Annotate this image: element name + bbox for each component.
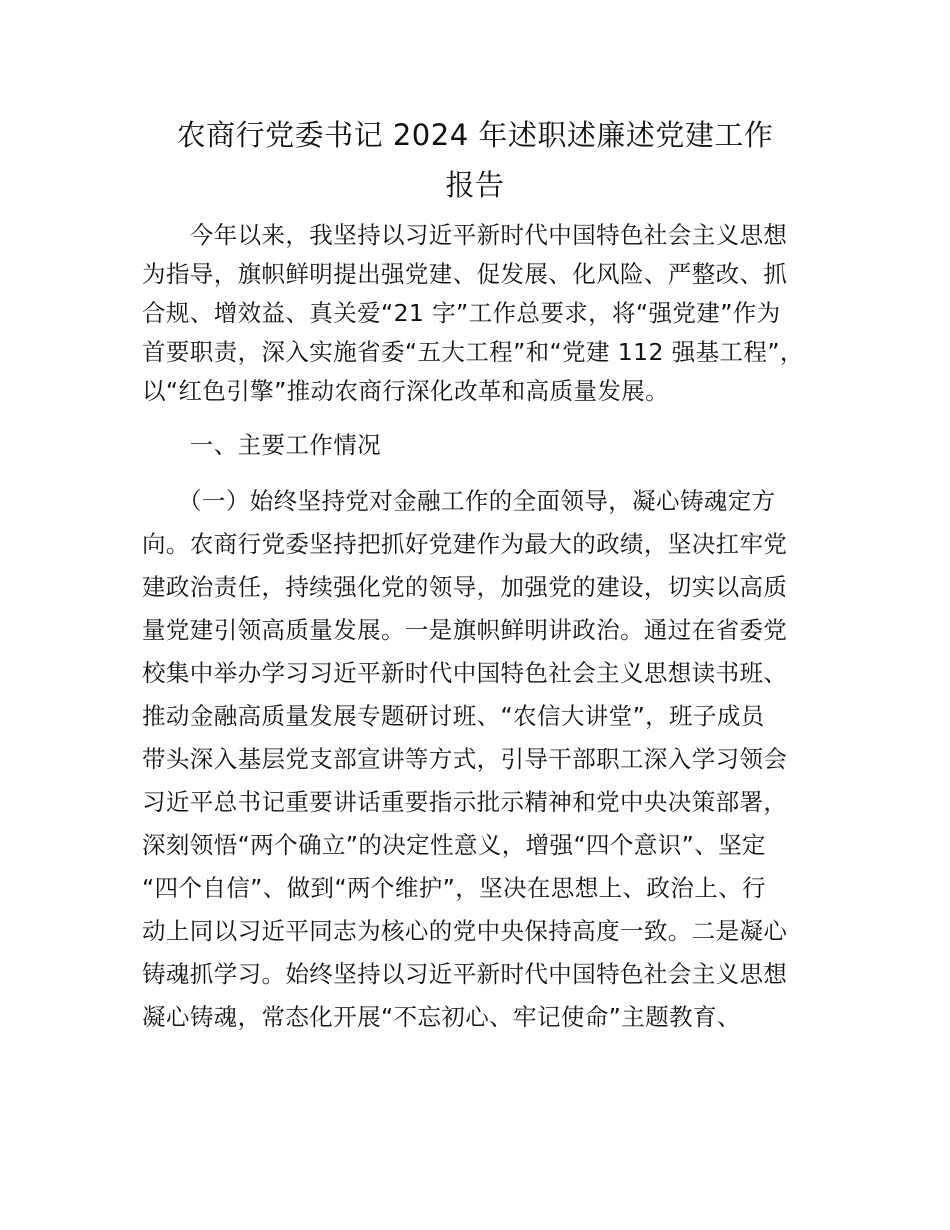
body-line: 量党建引领高质量发展。一是旗帜鲜明讲政治。通过在省委党 [142,616,788,644]
title-line-1: 农商行党委书记 2024 年述职述廉述党建工作 [176,118,774,152]
body-line: 铸魂抓学习。始终坚持以习近平新时代中国特色社会主义思想 [142,960,788,988]
body-line: 建政治责任，持续强化党的领导，加强党的建设，切实以高质 [142,573,788,601]
body-line: （一）始终坚持党对金融工作的全面领导，凝心铸魂定方 [142,487,776,515]
body-line: 动上同以习近平同志为核心的党中央保持高度一致。二是凝心 [142,917,788,945]
title-line-2: 报告 [445,168,505,202]
body-line: 合规、增效益、真关爱“21 字”工作总要求，将“强党建”作为 [142,299,781,327]
body-line: 凝心铸魂，常态化开展“不忘初心、牢记使命”主题教育、 [142,1003,741,1031]
section-heading: 一、主要工作情况 [142,431,381,459]
body-line: 为指导，旗帜鲜明提出强党建、促发展、化风险、严整改、抓 [142,260,788,288]
body-line: 推动金融高质量发展专题研讨班、“农信大讲堂”，班子成员 [142,702,765,730]
body-line: 校集中举办学习习近平新时代中国特色社会主义思想读书班、 [142,659,788,687]
body-line: 首要职责，深入实施省委“五大工程”和“党建 112 强基工程”， [142,338,804,366]
body-line: 带头深入基层党支部宣讲等方式，引导干部职工深入学习领会 [142,745,788,773]
body-line: 深刻领悟“两个确立”的决定性意义，增强“四个意识”、坚定 [142,831,766,859]
body-line: “四个自信”、做到“两个维护”，坚决在思想上、政治上、行 [142,874,766,902]
body-line: 向。农商行党委坚持把抓好党建作为最大的政绩，坚决扛牢党 [142,530,788,558]
body-line: 以“红色引擎”推动农商行深化改革和高质量发展。 [142,377,670,405]
body-line: 习近平总书记重要讲话重要指示批示精神和党中央决策部署， [142,788,788,816]
document-title [140,110,810,210]
body-line: 今年以来，我坚持以习近平新时代中国特色社会主义思想 [142,221,788,249]
